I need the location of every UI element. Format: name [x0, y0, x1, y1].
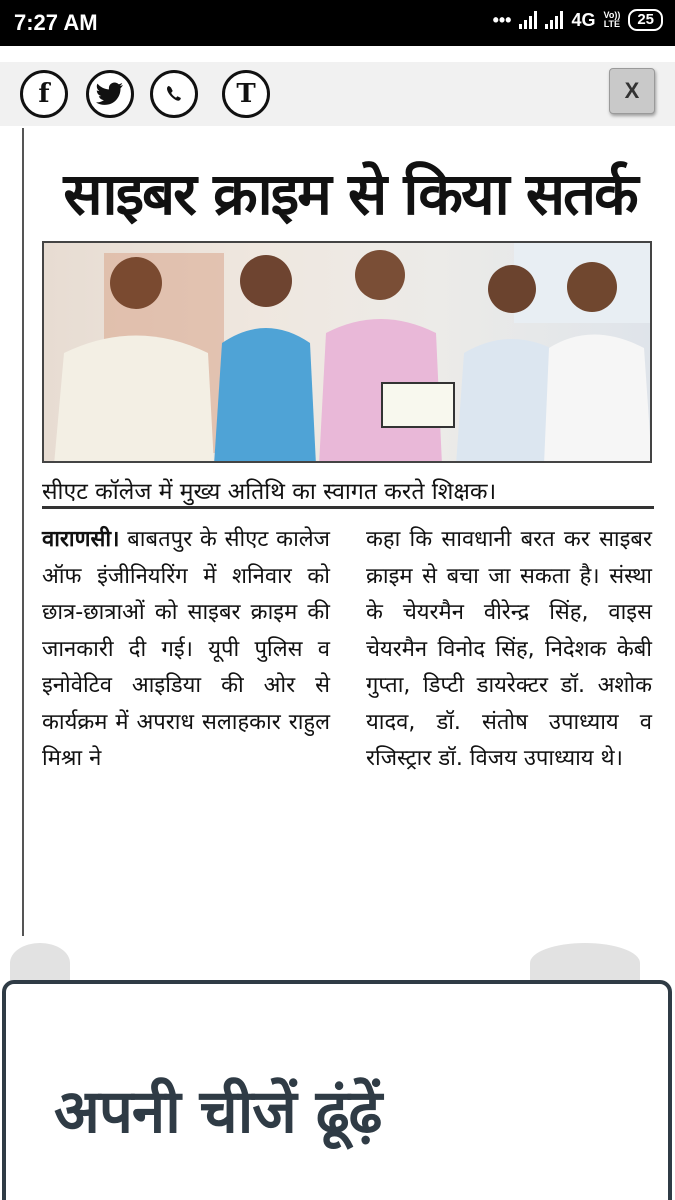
news-photo-illustration [44, 243, 652, 463]
news-clipping [0, 128, 675, 953]
column-rule [22, 128, 24, 936]
battery-icon: 25 [628, 9, 663, 31]
status-indicators [493, 9, 663, 31]
article-left-text: बाबतपुर के सीएट कालेज ऑफ इंजीनियरिंग में शनिवार को छात्र-छात्राओं को साइबर क्राइम की जानकारी दी गई। यूपी पुलिस व इनोवेटिव आइडिया की ओर से कार्यक्रम में अपराध सलाहकार राहुल मिश्रा ने [42, 527, 331, 771]
clip-edge-right [530, 943, 640, 983]
clip-edge-left [10, 943, 70, 983]
caption-divider [42, 506, 654, 509]
signal-icon [519, 11, 537, 29]
dots-icon: ••• [492, 9, 512, 30]
network-type: 4G [571, 9, 596, 30]
whatsapp-icon[interactable] [150, 70, 198, 118]
facebook-icon[interactable]: f [20, 70, 68, 118]
search-card-text: अपनी चीजें ढूंढ़ें [54, 1077, 382, 1147]
search-card[interactable] [2, 980, 672, 1200]
twitter-icon[interactable] [86, 70, 134, 118]
headline: साइबर क्राइम से किया सतर्क [63, 160, 637, 228]
telegram-icon[interactable]: T [222, 70, 270, 118]
volte-icon: Vo)) LTE [603, 10, 621, 29]
news-photo [42, 241, 652, 463]
signal-icon-2 [545, 11, 563, 29]
share-bar [0, 62, 675, 126]
status-bar [0, 0, 675, 46]
article-column-right: कहा कि सावधानी बरत कर साइबर क्राइम से बचा जा सकता है। संस्था के चेयरमैन वीरेन्द्र सिंह, वाइस चेयरमैन विनोद सिंह, निदेशक केबी गुप्ता, डिप्टी डायरेक्टर डॉ. अशोक यादव, डॉ. संतोष उपाध्याय व रजिस्ट्रार डॉ. विजय उपाध्याय थे। [366, 527, 652, 771]
photo-caption: सीएट कॉलेज में मुख्य अतिथि का स्वागत करते शिक्षक। [42, 479, 497, 505]
dateline: वाराणसी। [42, 527, 120, 552]
article-column-left [42, 522, 330, 778]
status-time: 7:27 AM [14, 10, 98, 35]
close-button[interactable]: X [609, 68, 655, 114]
